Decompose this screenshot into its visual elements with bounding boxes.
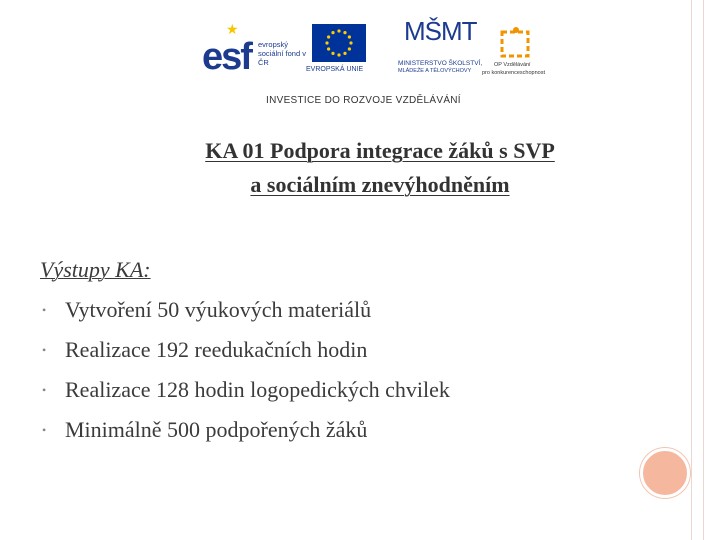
list-item-text: Realizace 128 hodin logopedických chvilek [65,377,450,402]
outputs-heading: Výstupy KA: [40,257,151,282]
outputs-section [40,250,640,450]
opvk-square-icon [496,26,536,60]
esf-star-icon: ★ [226,23,239,38]
list-item-text: Minimálně 500 podpořených žáků [65,417,368,442]
bullet-icon: • [42,343,47,357]
slide-title-line1: KA 01 Podpora integrace žáků s SVP [205,138,555,163]
tagline: INVESTICE DO ROZVOJE VZDĚLÁVÁNÍ [266,95,461,106]
esf-logo-mark: esf [202,36,251,78]
eu-flag-icon [312,24,366,62]
list-item [40,410,640,450]
decorative-circle [640,448,690,498]
logo-bar [198,16,562,82]
bullet-icon: • [42,383,47,397]
list-item [40,330,640,370]
slide-title-line2: a sociálním znevýhodněním [250,172,510,197]
msmt-logo-mark: MŠMT [404,16,477,46]
bullet-icon: • [42,423,47,437]
esf-logo [202,22,306,78]
opvk-logo [482,22,562,78]
list-item-text: Vytvoření 50 výukových materiálů [65,297,372,322]
list-item-text: Realizace 192 reedukačních hodin [65,337,368,362]
msmt-logo-text-line2: MLÁDEŽE A TĚLOVÝCHOVY [398,68,472,74]
eu-logo [306,22,370,78]
msmt-logo-text-line1: MINISTERSTVO ŠKOLSTVÍ, [398,60,483,67]
slide-title [100,134,660,202]
opvk-logo-text-line2: pro konkurenceschopnost [482,70,545,76]
opvk-logo-text-line1: OP Vzdělávání [494,62,531,68]
list-item [40,290,640,330]
outputs-list [40,290,640,450]
bullet-icon: • [42,303,47,317]
frame-line-right [703,0,704,540]
frame-line-left [691,0,692,540]
eu-logo-text: EVROPSKÁ UNIE [306,66,364,73]
esf-logo-text: evropský sociální fond v ČR [258,40,306,67]
list-item [40,370,640,410]
msmt-logo [398,16,483,78]
